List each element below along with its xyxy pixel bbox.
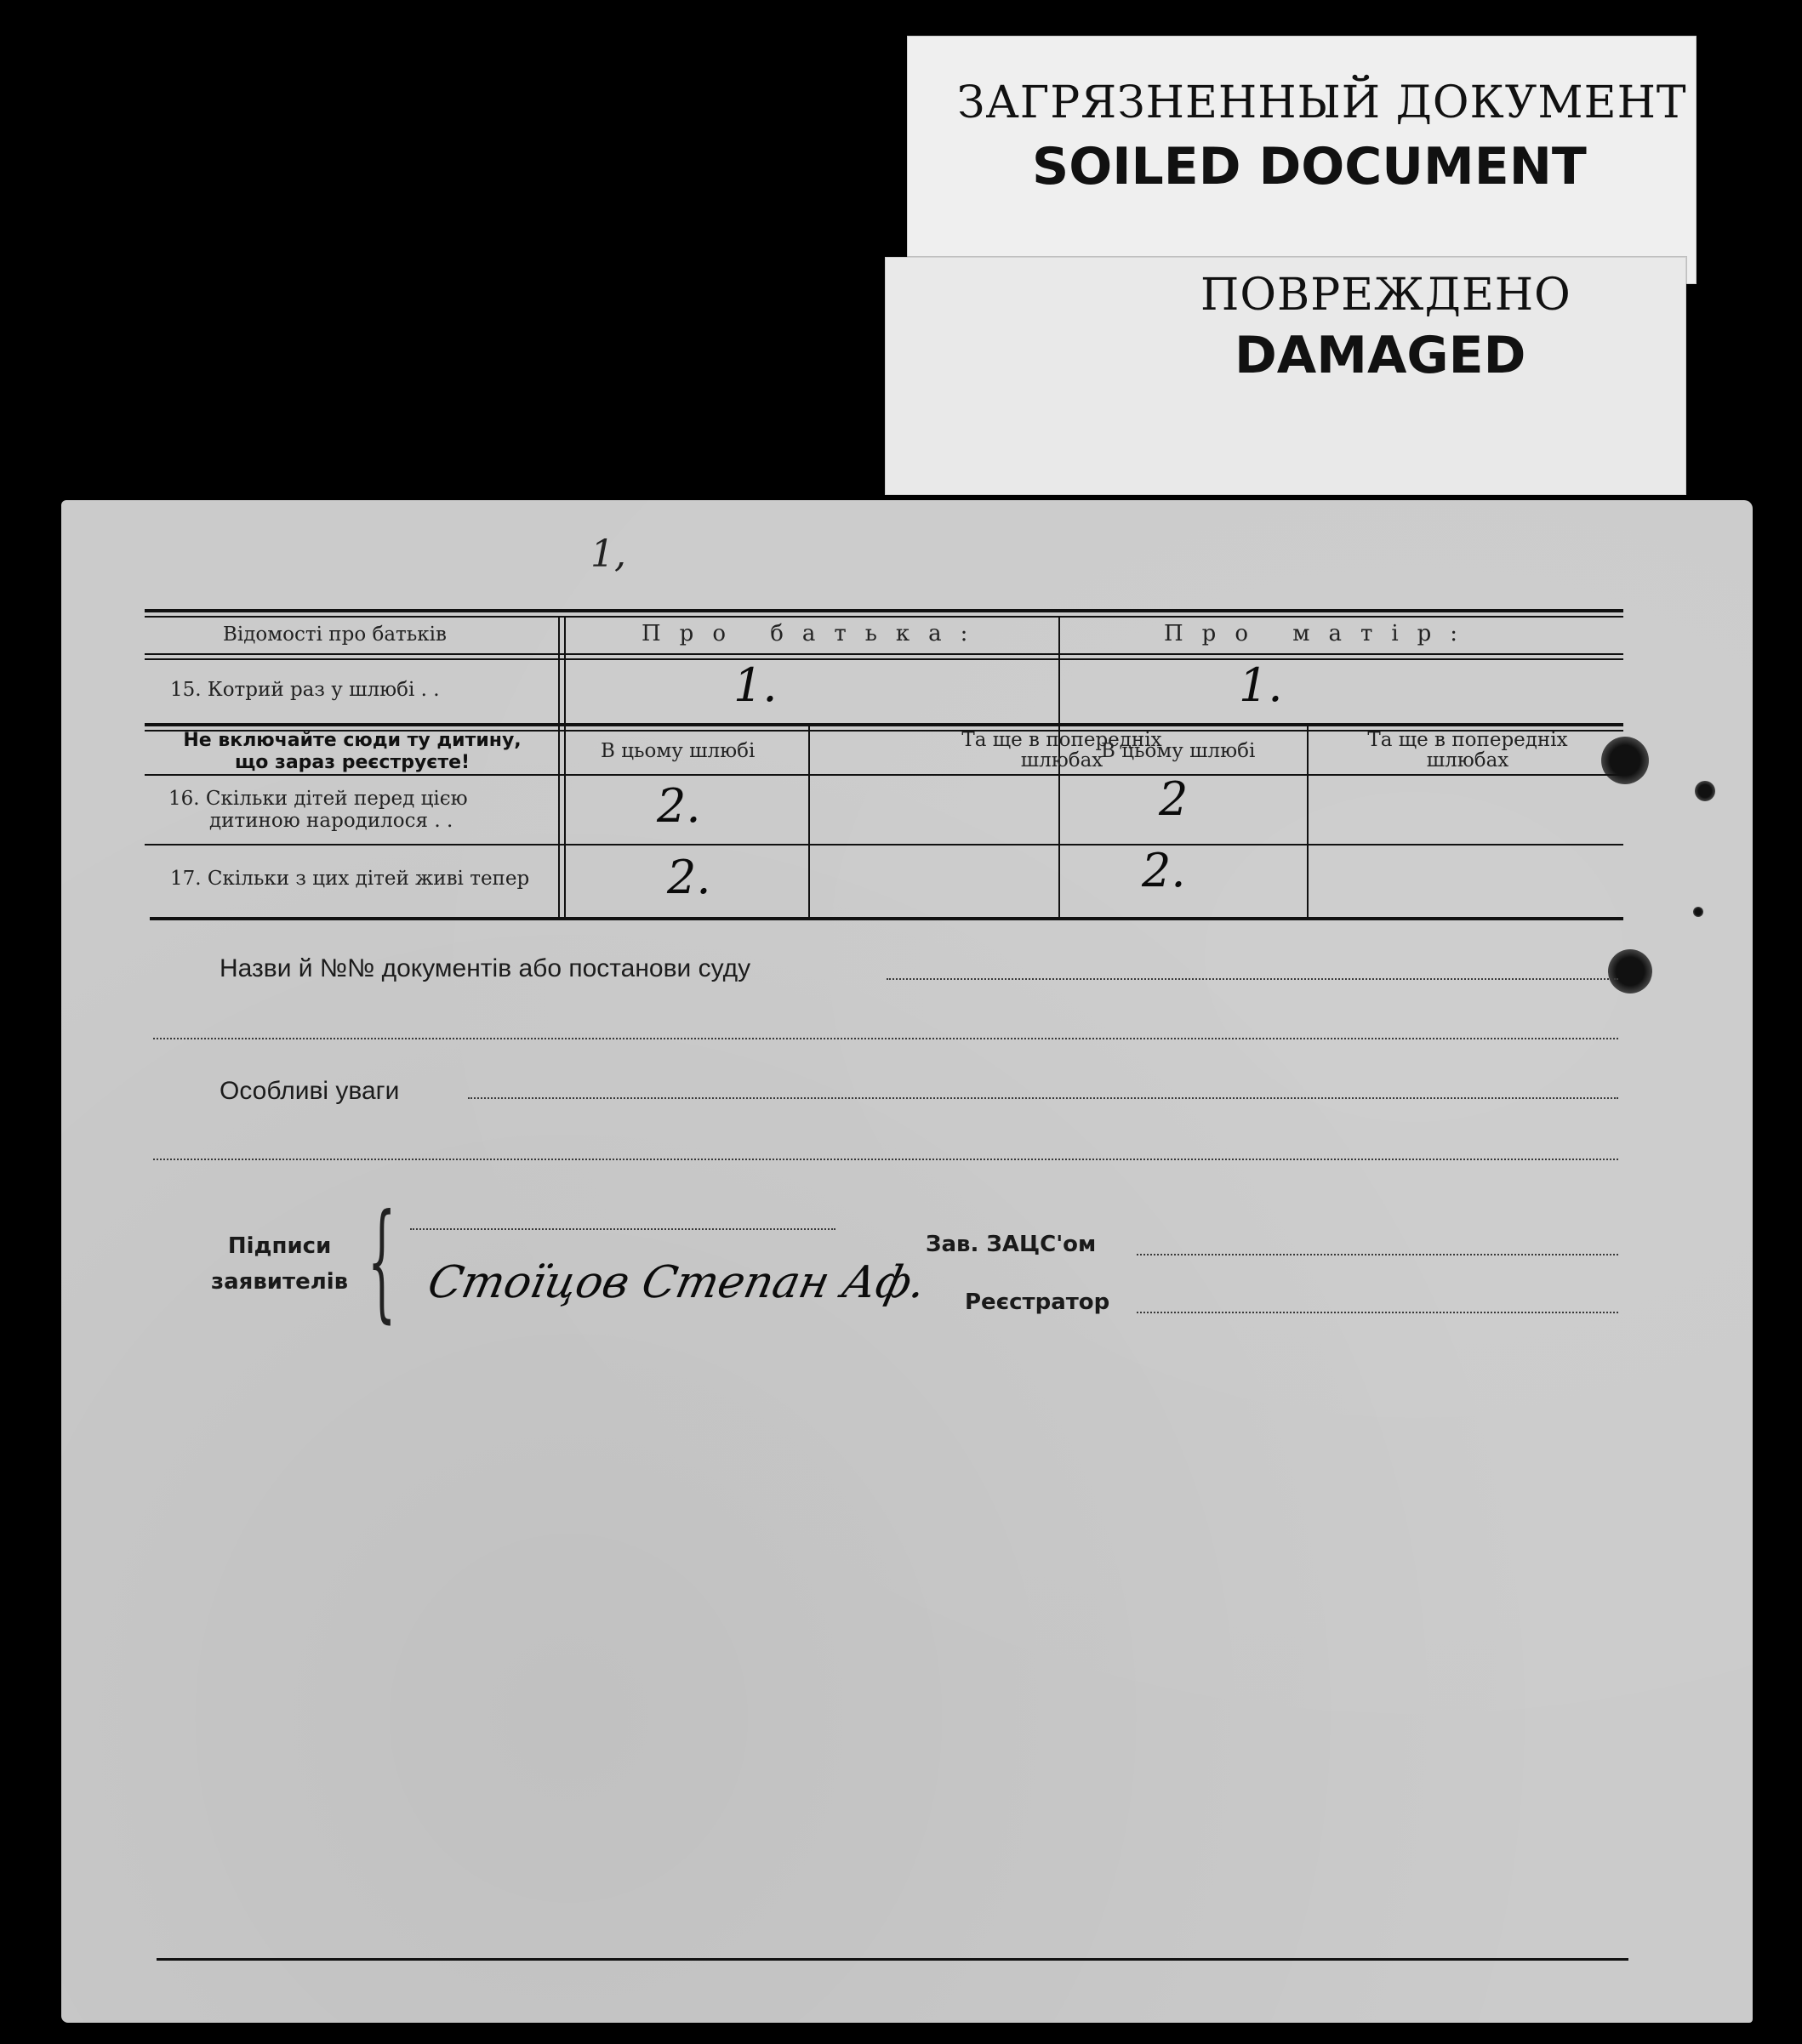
table-rule bbox=[145, 653, 1623, 655]
father-current-marriage-header: В цьому шлюбі bbox=[601, 740, 756, 762]
father-previous-line1: Та ще в попередніх bbox=[961, 729, 1162, 751]
punch-hole bbox=[1608, 949, 1652, 994]
soiled-label-ru: ЗАГРЯЗНЕННЫЙ ДОКУМЕНТ bbox=[957, 77, 1687, 128]
applicant-signature: Стоїцов Степан Аф. bbox=[423, 1257, 931, 1308]
father-column-header: Про батька: bbox=[642, 621, 987, 646]
mother-previous-line2: шлюбах bbox=[1426, 749, 1509, 771]
remarks-value-line bbox=[468, 1097, 1618, 1099]
mother-previous-line1: Та ще в попередніх bbox=[1367, 729, 1568, 751]
row16-label-line2: дитиною народилося . . bbox=[209, 810, 453, 832]
father-previous-line2: шлюбах bbox=[1020, 749, 1103, 771]
exclusion-note-line1: Не включайте сюди ту дитину, bbox=[183, 730, 522, 751]
damaged-label-en: DAMAGED bbox=[1235, 326, 1526, 385]
table-column-divider bbox=[808, 723, 810, 919]
damaged-sticker bbox=[885, 257, 1686, 495]
row15-mother-value: 1. bbox=[1239, 658, 1283, 712]
registry-head-label: Зав. ЗАЦС'ом bbox=[926, 1232, 1097, 1257]
soiled-document-sticker bbox=[907, 36, 1697, 284]
page-mark: 1, bbox=[590, 532, 626, 576]
table-rule bbox=[145, 844, 1623, 845]
row16-label-line1: 16. Скільки дітей перед цією bbox=[168, 788, 468, 810]
table-column-divider bbox=[558, 616, 566, 919]
table-rule bbox=[145, 774, 1623, 776]
registry-head-signature-line bbox=[1137, 1254, 1618, 1255]
documents-label: Назви й №№ документів або постанови суду bbox=[220, 954, 751, 982]
row17-label: 17. Скільки з цих дітей живі тепер bbox=[170, 868, 530, 890]
exclusion-note bbox=[146, 730, 558, 774]
applicants-label-line1: Підписи bbox=[227, 1233, 332, 1259]
table-bottom-rule bbox=[150, 917, 1623, 920]
registrar-signature-line bbox=[1137, 1312, 1618, 1313]
table-rule bbox=[145, 616, 1623, 618]
table-rule bbox=[145, 658, 1623, 660]
row17-mother-current: 2. bbox=[1142, 844, 1186, 897]
row17-father-current: 2. bbox=[667, 851, 711, 904]
table-rule bbox=[145, 723, 1623, 726]
parents-info-header: Відомості про батьків bbox=[223, 623, 447, 646]
row15-label: 15. Котрий раз у шлюбі . . bbox=[170, 679, 440, 701]
signatures-brace: { bbox=[368, 1187, 396, 1335]
exclusion-note-line2: що зараз реєструєте! bbox=[234, 752, 470, 773]
documents-value-line-2 bbox=[153, 1038, 1618, 1039]
mother-column-header: Про матір: bbox=[1164, 621, 1477, 646]
remarks-value-line-2 bbox=[153, 1159, 1618, 1160]
soiled-label-en: SOILED DOCUMENT bbox=[1032, 137, 1587, 196]
row16-label bbox=[168, 788, 468, 832]
punch-hole bbox=[1693, 907, 1703, 917]
row16-mother-current: 2 bbox=[1159, 772, 1189, 826]
page-bottom-rule bbox=[157, 1958, 1628, 1961]
applicants-label-line2: заявителів bbox=[211, 1269, 349, 1295]
mother-previous-marriages-header bbox=[1312, 730, 1623, 771]
registrar-label: Реєстратор bbox=[965, 1290, 1110, 1315]
damaged-label-ru: ПОВРЕЖДЕНО bbox=[1200, 270, 1571, 321]
remarks-label: Особливі уваги bbox=[220, 1077, 400, 1105]
documents-value-line bbox=[887, 978, 1618, 980]
form-paper bbox=[61, 500, 1753, 2023]
row16-father-current: 2. bbox=[657, 779, 701, 833]
applicant-signature-line-1 bbox=[410, 1228, 835, 1230]
punch-hole bbox=[1695, 781, 1715, 801]
mother-current-marriage-header: В цьому шлюбі bbox=[1101, 740, 1256, 762]
row15-father-value: 1. bbox=[733, 658, 778, 712]
applicants-signatures-label bbox=[211, 1228, 348, 1300]
table-top-rule bbox=[145, 609, 1623, 612]
